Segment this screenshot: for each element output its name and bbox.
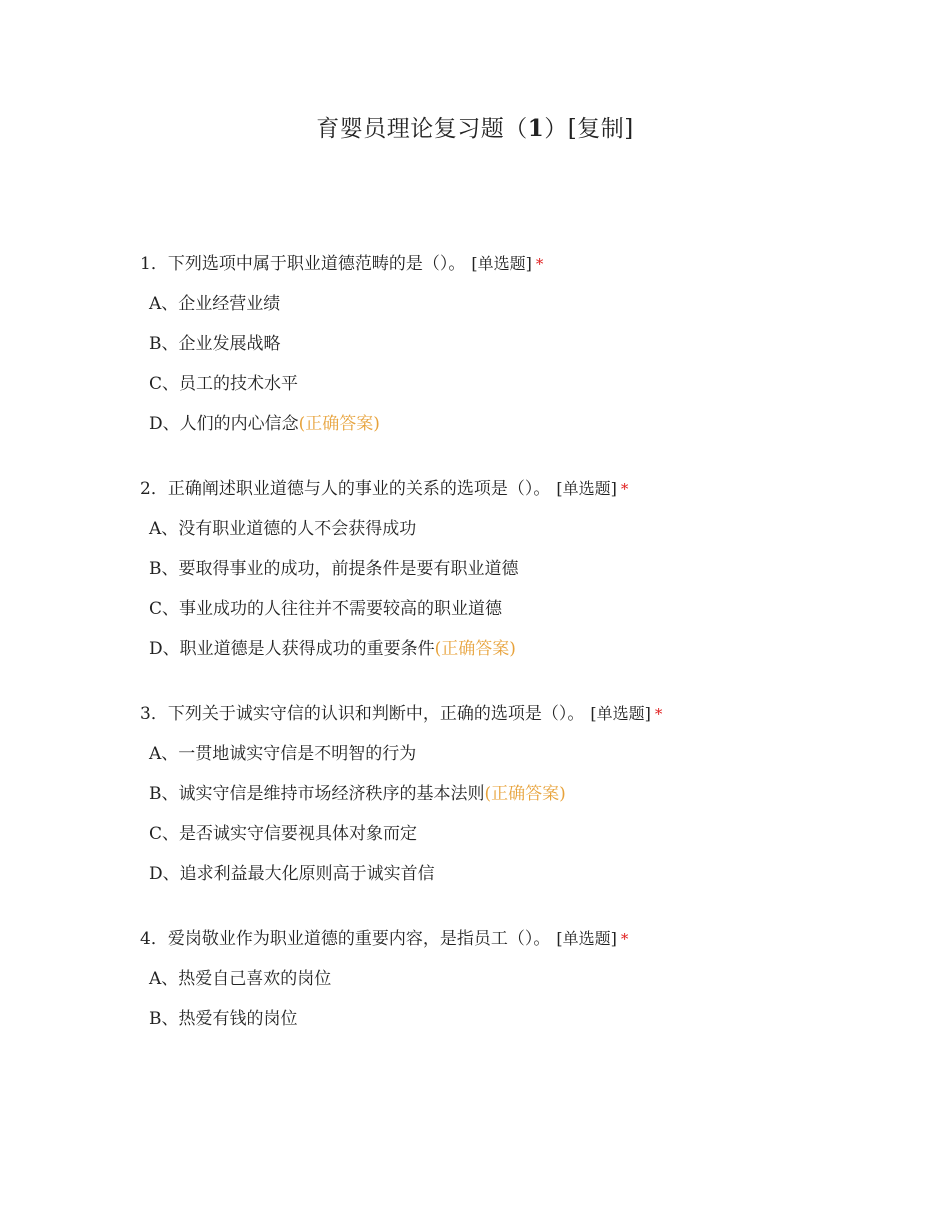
option-text: B、热爱有钱的岗位 bbox=[149, 1009, 298, 1029]
question-text: 下列选项中属于职业道德范畴的是（）。 bbox=[167, 254, 466, 274]
answer-option bbox=[149, 595, 900, 623]
answer-option bbox=[149, 780, 900, 808]
question-text: 下列关于诚实守信的认识和判断中，正确的选项是（）。 bbox=[167, 704, 585, 724]
required-mark: * bbox=[620, 930, 629, 948]
required-mark: * bbox=[654, 705, 663, 723]
question-type-label: [单选题] bbox=[556, 929, 617, 948]
correct-answer-tag: (正确答案) bbox=[434, 639, 516, 659]
title-prefix: 育婴员理论复习题（ bbox=[316, 116, 528, 142]
question-block bbox=[140, 250, 900, 438]
answer-option bbox=[149, 515, 900, 543]
answer-option bbox=[149, 370, 900, 398]
option-text: B、诚实守信是维持市场经济秩序的基本法则 bbox=[149, 784, 485, 804]
question-number: 1． bbox=[140, 254, 168, 274]
question-block bbox=[140, 925, 900, 1033]
option-text: A、一贯地诚实守信是不明智的行为 bbox=[149, 744, 417, 764]
answer-option bbox=[149, 635, 900, 663]
answer-option bbox=[149, 290, 900, 318]
required-mark: * bbox=[535, 255, 544, 273]
option-text: C、事业成功的人往往并不需要较高的职业道德 bbox=[149, 599, 503, 619]
option-text: D、追求利益最大化原则高于诚实首信 bbox=[149, 864, 435, 884]
question-type-label: [单选题] bbox=[471, 254, 532, 273]
answer-option bbox=[149, 555, 900, 583]
title-number: 1 bbox=[527, 115, 545, 142]
page-title bbox=[0, 110, 950, 143]
title-suffix: ）[复制] bbox=[544, 116, 634, 142]
question-block bbox=[140, 700, 900, 888]
question-text: 爱岗敬业作为职业道德的重要内容，是指员工（）。 bbox=[167, 929, 551, 949]
option-text: C、是否诚实守信要视具体对象而定 bbox=[149, 824, 418, 844]
answer-option bbox=[149, 860, 900, 888]
option-text: C、员工的技术水平 bbox=[149, 374, 299, 394]
answer-option bbox=[149, 410, 900, 438]
question-text: 正确阐述职业道德与人的事业的关系的选项是（）。 bbox=[167, 479, 551, 499]
correct-answer-tag: (正确答案) bbox=[298, 414, 380, 434]
question-heading bbox=[140, 250, 900, 278]
question-heading bbox=[140, 925, 900, 953]
answer-option bbox=[149, 965, 900, 993]
question-type-label: [单选题] bbox=[590, 704, 651, 723]
question-list bbox=[140, 250, 900, 1070]
question-number: 3． bbox=[140, 704, 168, 724]
question-number: 2． bbox=[140, 479, 168, 499]
answer-option bbox=[149, 330, 900, 358]
option-text: D、职业道德是人获得成功的重要条件 bbox=[149, 639, 435, 659]
answer-option bbox=[149, 1005, 900, 1033]
question-number: 4． bbox=[140, 929, 168, 949]
question-heading bbox=[140, 475, 900, 503]
correct-answer-tag: (正确答案) bbox=[484, 784, 566, 804]
option-text: B、要取得事业的成功，前提条件是要有职业道德 bbox=[149, 559, 519, 579]
option-text: B、企业发展战略 bbox=[149, 334, 281, 354]
answer-option bbox=[149, 820, 900, 848]
required-mark: * bbox=[620, 480, 629, 498]
question-block bbox=[140, 475, 900, 663]
option-text: D、人们的内心信念 bbox=[149, 414, 299, 434]
option-text: A、没有职业道德的人不会获得成功 bbox=[149, 519, 417, 539]
answer-option bbox=[149, 740, 900, 768]
option-text: A、企业经营业绩 bbox=[149, 294, 281, 314]
question-type-label: [单选题] bbox=[556, 479, 617, 498]
question-heading bbox=[140, 700, 900, 728]
option-text: A、热爱自己喜欢的岗位 bbox=[149, 969, 332, 989]
